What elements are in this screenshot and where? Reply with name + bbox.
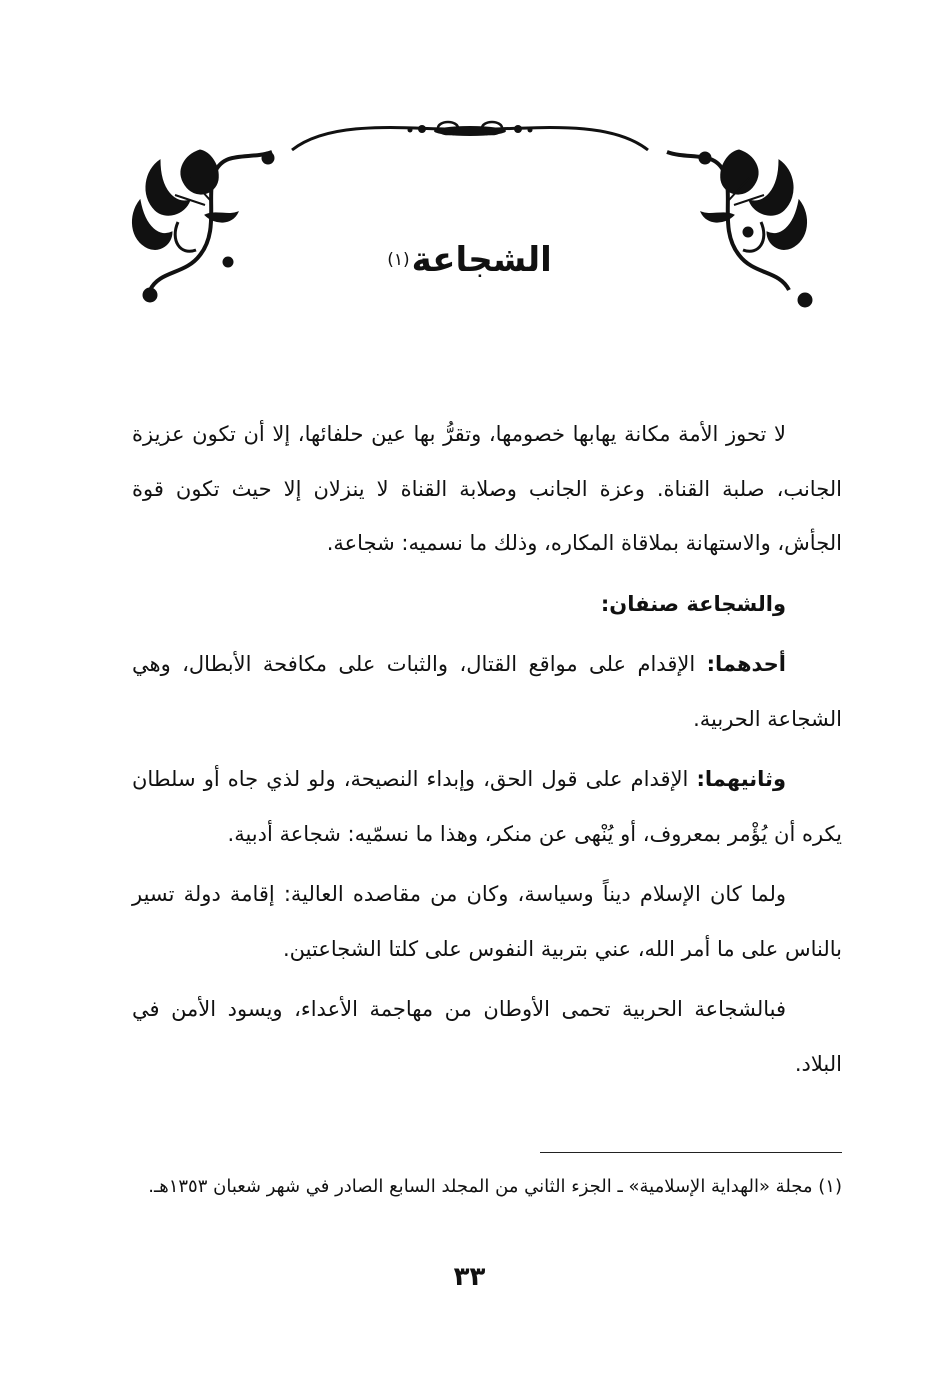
right-flourish [667, 150, 812, 307]
paragraph-4-lead: وثانيهما: [696, 767, 786, 791]
paragraph-4 [132, 752, 842, 861]
paragraph-3-lead: أحدهما: [706, 652, 786, 676]
chapter-title-block [0, 240, 939, 280]
paragraph-1: لا تحوز الأمة مكانة يهابها خصومها، وتقرُّ بها عين حلفائها، إلا أن تكون عزيزة الجانب، صلبة القناة. وعزة الجانب وصلابة القناة لا ينزلان إلا حيث تكون قوة الجأش، والاستهانة بملاقاة المكاره، وذلك ما نسميه: شجاعة. [132, 422, 842, 555]
paragraph-3-text: الإقدام على مواقع القتال، والثبات على مكافحة الأبطال، وهي الشجاعة الحربية. [132, 652, 842, 731]
body-text [132, 407, 842, 1097]
paragraph-4-text: الإقدام على قول الحق، وإبداء النصيحة، ولو لذي جاه أو سلطان يكره أن يُؤْمر بمعروف، أو يُنْهى عن منكر، وهذا ما نسمّيه: شجاعة أدبية. [132, 767, 842, 846]
page-number: ٣٣ [453, 1262, 486, 1292]
paragraph-3 [132, 637, 842, 746]
paragraph-2-heading: والشجاعة صنفان: [600, 591, 786, 616]
footnote-separator [540, 1152, 842, 1153]
title-footnote-marker: (١) [387, 249, 410, 270]
paragraph-5: ولما كان الإسلام ديناً وسياسة، وكان من مقاصده العالية: إقامة دولة تسير بالناس على ما أمر الله، عني بتربية النفوس على كلتا الشجاعتين. [132, 882, 842, 961]
chapter-title: الشجاعة [411, 240, 552, 280]
paragraph-6: فبالشجاعة الحربية تحمى الأوطان من مهاجمة الأعداء، ويسود الأمن في البلاد. [132, 997, 842, 1076]
floral-header-ornament [0, 0, 939, 330]
footnote: (١) مجلة «الهداية الإسلامية» ـ الجزء الثاني من المجلد السابع الصادر في شهر شعبان ١٣٥٣هـ. [148, 1176, 842, 1197]
